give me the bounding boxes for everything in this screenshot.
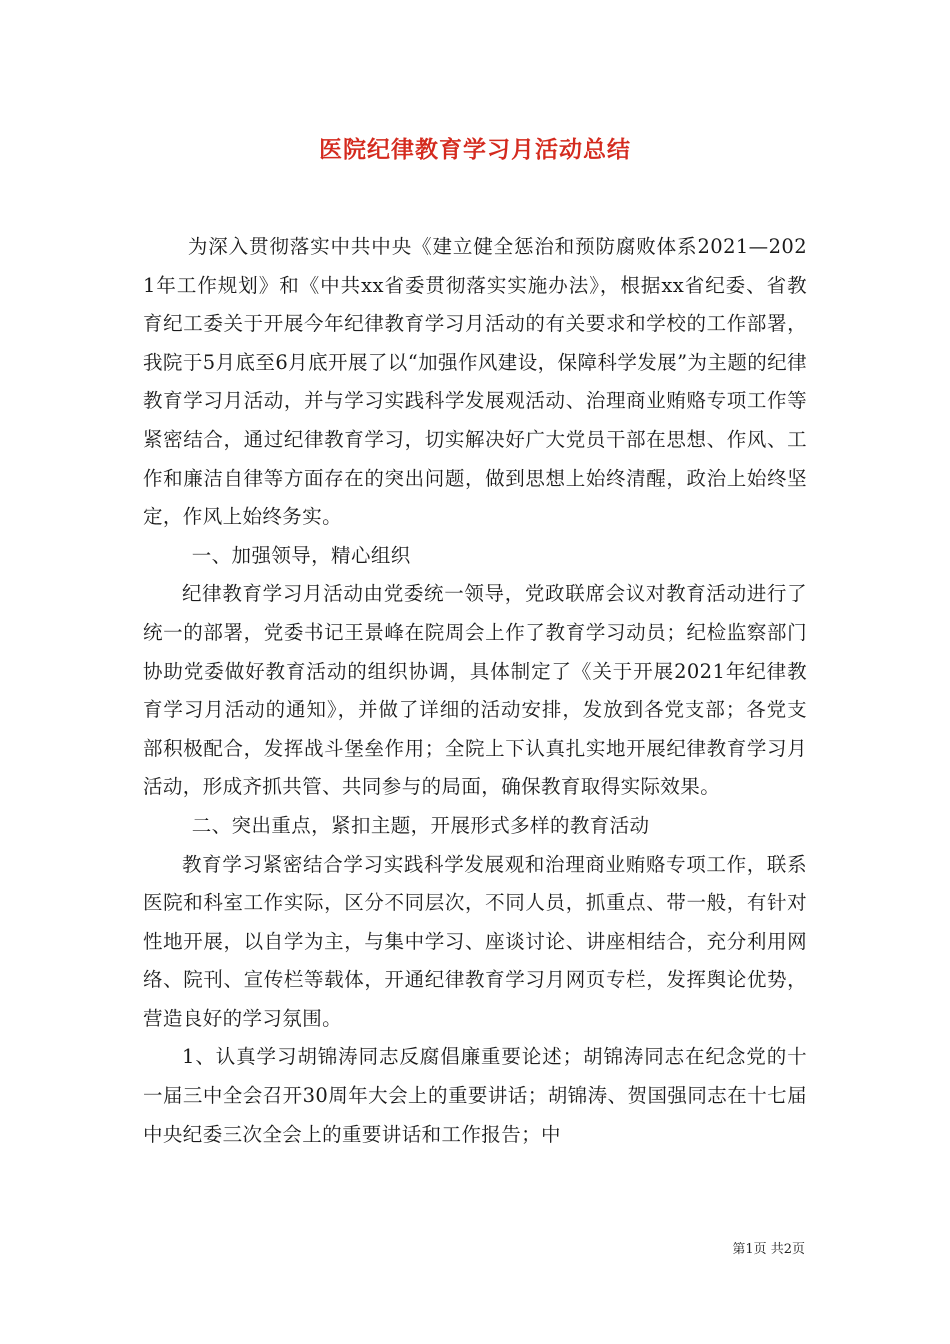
document-title: 医院纪律教育学习月活动总结: [319, 136, 631, 163]
intro-paragraph: 为深入贯彻落实中共中央《建立健全惩治和预防腐败体系2021—2021年工作规划》和《中共xx省委贯彻落实实施办法》，根据xx省纪委、省教育纪工委关于开展今年纪律教育学习月活动的有关要求和学校的工作部署，我院于5月底至6月底开展了以“加强作风建设，保障科学发展”为主题的纪律教育学习月活动，并与学习实践科学发展观活动、治理商业贿赂专项工作等紧密结合，通过纪律教育学习，切实解决好广大党员干部在思想、作风、工作和廉洁自律等方面存在的突出问题，做到思想上始终清醒，政治上始终坚定，作风上始终务实。: [143, 235, 807, 529]
page-number-footer: 第1页 共2页: [732, 1242, 805, 1257]
section-2-item-1-paragraph: 1、认真学习胡锦涛同志反腐倡廉重要论述；胡锦涛同志在纪念党的十一届三中全会召开30周年大会上的重要讲话；胡锦涛、贺国强同志在十七届中央纪委三次全会上的重要讲话和工作报告；中: [143, 1045, 807, 1146]
section-1-paragraph: 纪律教育学习月活动由党委统一领导，党政联席会议对教育活动进行了统一的部署，党委书记王景峰在院周会上作了教育学习动员；纪检监察部门协助党委做好教育活动的组织协调，具体制定了《关于开展2021年纪律教育学习月活动的通知》，并做了详细的活动安排，发放到各党支部；各党支部积极配合，发挥战斗堡垒作用；全院上下认真扎实地开展纪律教育学习月活动，形成齐抓共管、共同参与的局面，确保教育取得实际效果。: [143, 582, 807, 799]
section-heading-2: 二、突出重点，紧扣主题，开展形式多样的教育活动: [191, 813, 650, 837]
section-heading-1: 一、加强领导，精心组织: [191, 543, 411, 567]
section-2-paragraph: 教育学习紧密结合学习实践科学发展观和治理商业贿赂专项工作，联系医院和科室工作实际，区分不同层次，不同人员，抓重点、带一般，有针对性地开展，以自学为主，与集中学习、座谈讨论、讲座相结合，充分利用网络、院刊、宣传栏等载体，开通纪律教育学习月网页专栏，发挥舆论优势，营造良好的学习氛围。: [143, 852, 807, 1030]
document-body: [143, 228, 807, 1154]
